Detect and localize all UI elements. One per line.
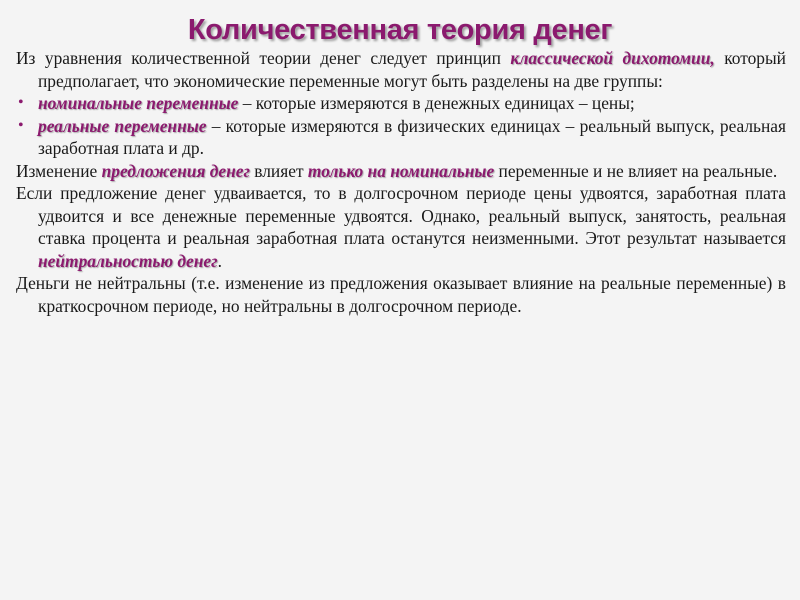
highlight-money-supply: предложения денег [101,160,250,181]
text-segment: который предполагает, что экономические переменные могут быть разделены на две группы: [38,48,786,91]
text-segment: Изменение [16,160,102,181]
bullet-text: – которые измеряются в денежных единицах – цены; [238,93,635,113]
slide-title: Количественная теория денег [187,14,613,46]
highlight-money-neutrality: нейтральностью денег [38,250,218,271]
highlight-nominal-variables: номинальные переменные [38,93,239,113]
bullet-text: – которые измеряются в физических единицах – реальный выпуск, реальная заработная плата и др. [38,115,787,158]
bullet-marker-icon: • [18,94,24,111]
text-segment: . [217,250,222,271]
text-segment: Из уравнения количественной теории денег следует принцип [16,48,511,68]
slide-body [16,47,786,317]
bullet-marker-icon: • [18,116,24,134]
paragraph-money-supply [16,160,786,183]
text-segment: Если предложение денег удваивается, то в долгосрочном периоде цены удвоятся, заработная плата удвоится и все денежные переменные удвоятся. Однако, реальный выпуск, занятость, реальная ставка процента и реальная заработная плата останутся неизменными. Этот результат называется [16,183,786,248]
paragraph-dichotomy [16,47,786,92]
text-segment: Деньги не нейтральны (т.е. изменение из предложения оказывает влияние на реальные переменные) в краткосрочном периоде, но нейтральны в долгосрочном периоде. [16,273,786,316]
highlight-only-nominal: только на номинальные [307,160,495,181]
text-segment: влияет [249,160,308,181]
paragraph-non-neutrality [16,272,786,317]
bullet-real-variables [16,115,786,160]
text-segment: переменные и не влияет на реальные. [494,160,778,181]
highlight-real-variables: реальные переменные [38,115,207,136]
bullet-nominal-variables [16,92,786,115]
highlight-classical-dichotomy: классической дихотомии, [510,48,715,68]
paragraph-doubling [16,182,786,272]
